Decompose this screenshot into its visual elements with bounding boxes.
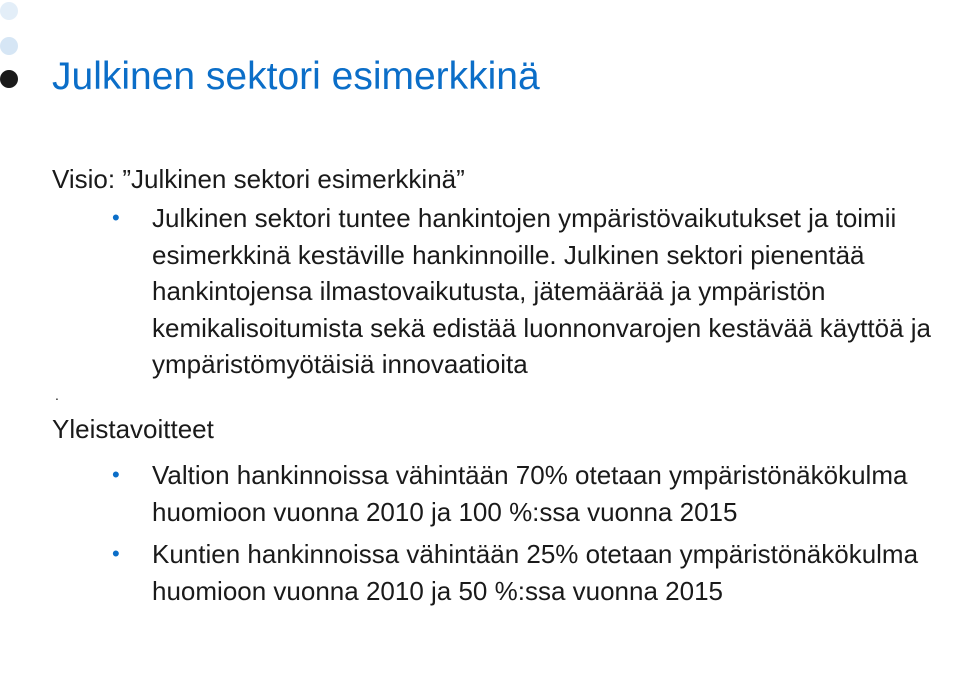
slide-title: Julkinen sektori esimerkkinä	[52, 55, 540, 98]
list-item	[112, 200, 952, 383]
goal-bullet-text: Kuntien hankinnoissa vähintään 25% otetaan ympäristönäkökulma huomioon vuonna 2010 ja 50 %:ssa vuonna 2015	[152, 539, 919, 606]
goal-bullet-text: Valtion hankinnoissa vähintään 70% otetaan ympäristönäkökulma huomioon vuonna 2010 ja 100 %:ssa vuonna 2015	[152, 460, 908, 527]
visio-heading: Visio: ”Julkinen sektori esimerkkinä”	[52, 164, 465, 194]
bullet-icon: •	[112, 462, 120, 487]
decorative-dot	[0, 37, 18, 55]
goals-heading: Yleistavoitteet	[52, 414, 214, 444]
bullet-icon: •	[112, 541, 120, 566]
title-bullet-dot	[0, 70, 18, 88]
decorative-dot	[0, 2, 18, 20]
list-item	[112, 457, 952, 530]
goals-bullet-list	[112, 457, 952, 609]
list-item	[112, 536, 952, 609]
visio-bullet-list	[112, 200, 952, 383]
small-mark: .	[55, 387, 59, 403]
bullet-icon: •	[112, 205, 120, 230]
visio-bullet-text: Julkinen sektori tuntee hankintojen ympäristövaikutukset ja toimii esimerkkinä kestäville hankinnoille. Julkinen sektori pienentää hankintojensa ilmastovaikutusta, jätemäärää ja ympäristön kemikalisoitumista sekä edistää luonnonvarojen kestävää käyttöä ja ympäristömyötäisiä innovaatioita	[152, 203, 931, 379]
